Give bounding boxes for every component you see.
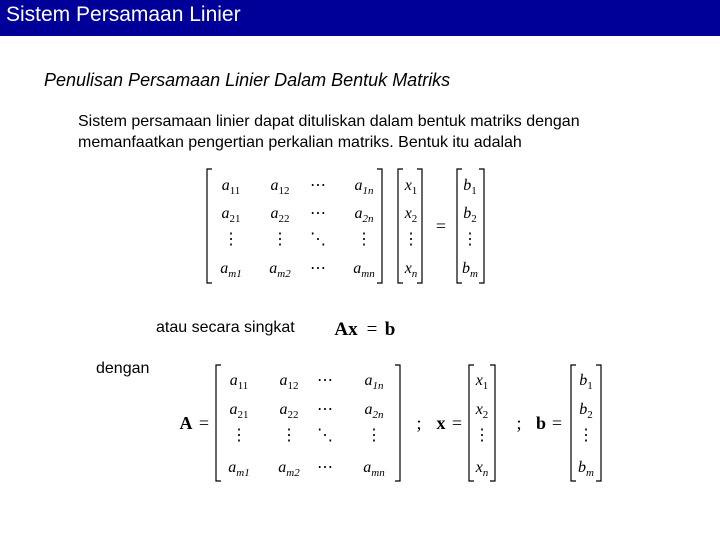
separator-1: ; <box>416 413 422 433</box>
vector-x-def-entry: $x_1$ <box>475 372 489 392</box>
matrix-a-def-entry: ⋯ <box>317 372 333 389</box>
intro-line-1: Sistem persamaan linier dapat dituliskan dalam bentuk matriks dengan <box>78 113 580 130</box>
vector-b-name: b <box>535 413 547 433</box>
equals-sign-eq1: = <box>435 216 447 236</box>
vector-x-def-entry: $x_2$ <box>475 401 489 421</box>
vector-x-eq1-entry: $x_1$ <box>404 177 418 197</box>
matrix-a-eq1-entry: $a_{11}$ <box>221 177 241 197</box>
matrix-a-eq1-entry: $a_{m2}$ <box>269 260 291 280</box>
matrix-a-def-entry: ⋯ <box>317 401 333 418</box>
vector-b-def-entry: ⋮ <box>578 427 594 444</box>
matrix-a-name: A <box>179 413 193 433</box>
matrix-a-eq1-entry: $a_{21}$ <box>221 205 241 225</box>
vector-x-name: x <box>436 413 446 433</box>
matrix-a-def-entry: $a_{12}$ <box>279 372 299 392</box>
vector-x-def-entry: ⋮ <box>474 427 490 444</box>
vector-b-eq1-entry: ⋮ <box>462 231 478 248</box>
matrix-a-def-entry: ⋱ <box>317 427 333 444</box>
matrix-a-eq1-entry: $a_{2n}$ <box>354 205 374 225</box>
matrix-a-def-entry: ⋯ <box>317 459 333 476</box>
vector-b-eq1-entry: $b_2$ <box>463 205 477 225</box>
intro-line-2: memanfaatkan pengertian perkalian matriks. Bentuk itu adalah <box>78 134 522 151</box>
matrix-a-eq1-entry: ⋮ <box>223 231 239 248</box>
vector-b-equals: = <box>551 413 563 433</box>
vector-x-eq1-entry: ⋮ <box>403 231 419 248</box>
matrix-a-eq1-entry: ⋯ <box>310 260 326 277</box>
matrix-a-equals: = <box>198 413 210 433</box>
section-heading: Penulisan Persamaan Linier Dalam Bentuk Matriks <box>44 70 451 90</box>
matrix-a-eq1-entry: ⋯ <box>310 177 326 194</box>
matrix-a-def-entry: ⋮ <box>366 427 382 444</box>
matrix-a-def-entry: $a_{1n}$ <box>364 372 384 392</box>
vector-x-eq1-entry: $x_2$ <box>404 205 418 225</box>
matrix-a-def-entry: ⋮ <box>281 427 297 444</box>
matrix-a-eq1-entry: ⋮ <box>272 231 288 248</box>
vector-b-def-entry: $b_1$ <box>579 372 593 392</box>
matrix-a-def-entry: $a_{mn}$ <box>363 459 385 479</box>
short-form-rhs: b <box>384 319 396 340</box>
matrix-a-def-entry: $a_{m2}$ <box>278 459 300 479</box>
with-label: dengan <box>96 360 150 377</box>
vector-b-eq1-entry: $b_1$ <box>463 177 477 197</box>
matrix-a-def-entry: ⋮ <box>231 427 247 444</box>
vector-x-equals: = <box>451 413 463 433</box>
matrix-a-eq1-entry: $a_{22}$ <box>270 205 290 225</box>
short-form-label: atau secara singkat <box>156 319 295 336</box>
vector-x-def-entry: $x_n$ <box>475 459 489 479</box>
matrix-a-eq1-entry: $a_{mn}$ <box>353 260 375 280</box>
matrix-a-eq1-entry: $a_{m1}$ <box>220 260 242 280</box>
vector-b-def-entry: $b_m$ <box>578 459 594 479</box>
vector-x-eq1-entry: $x_n$ <box>404 260 418 280</box>
matrix-a-def-entry: $a_{11}$ <box>229 372 249 392</box>
vector-b-eq1-entry: $b_m$ <box>462 260 478 280</box>
matrix-a-def-entry: $a_{21}$ <box>229 401 249 421</box>
matrix-a-def-entry: $a_{2n}$ <box>364 401 384 421</box>
matrix-a-eq1-entry: $a_{12}$ <box>270 177 290 197</box>
short-form-lhs: Ax <box>334 319 358 340</box>
matrix-a-eq1-entry: ⋯ <box>310 205 326 222</box>
vector-b-def-entry: $b_2$ <box>579 401 593 421</box>
matrix-a-eq1-entry: ⋱ <box>310 231 326 248</box>
separator-2: ; <box>516 413 522 433</box>
matrix-a-eq1-entry: ⋮ <box>356 231 372 248</box>
short-form-equals: = <box>366 319 378 340</box>
matrix-a-def-entry: $a_{22}$ <box>279 401 299 421</box>
matrix-a-eq1-entry: $a_{1n}$ <box>354 177 374 197</box>
matrix-a-def-entry: $a_{m1}$ <box>228 459 250 479</box>
slide-title: Sistem Persamaan Linier <box>6 3 241 26</box>
